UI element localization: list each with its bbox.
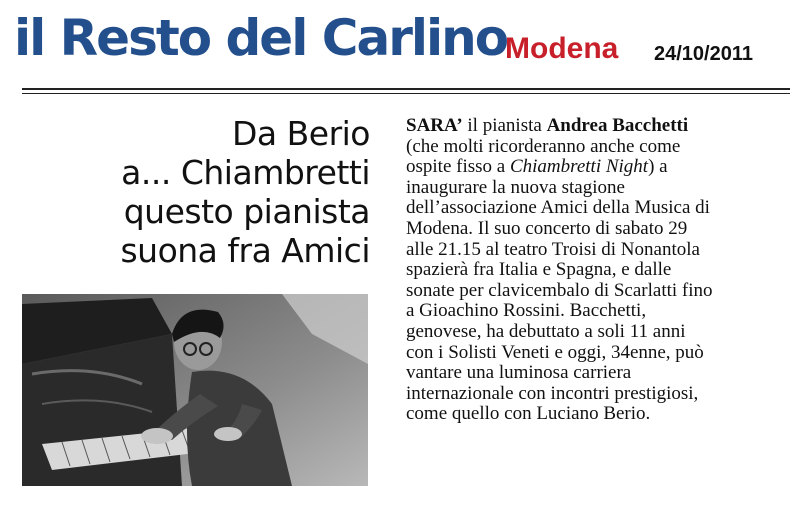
body-line: dell’associazione Amici della Musica di (406, 197, 710, 219)
body-line: (che molti ricorderanno anche come (406, 135, 681, 157)
newspaper-logo: il Resto del Carlino (14, 9, 508, 67)
headline-line: suona fra Amici (120, 231, 370, 270)
body-line: genovese, ha debuttato a soli 11 anni (406, 320, 686, 342)
body-text-span: il pianista (462, 115, 547, 136)
body-line (406, 157, 792, 178)
body-line: sonate per clavicembalo di Scarlatti fino (406, 279, 713, 301)
photo-pianist-at-piano-icon (22, 294, 368, 486)
body-text-span: ospite fisso a (406, 156, 510, 178)
headline-line: questo pianista (123, 192, 370, 231)
article-headline (20, 114, 370, 270)
body-line (406, 116, 792, 137)
article-photo (22, 294, 368, 486)
body-line: internazionale con incontri prestigiosi, (406, 382, 699, 404)
masthead (0, 0, 800, 80)
body-show-title: Chiambretti Night (509, 156, 649, 178)
body-line: come quello con Luciano Berio. (406, 403, 651, 425)
body-line: Modena. Il suo concerto di sabato 29 (406, 217, 688, 239)
headline-line: Da Berio (232, 114, 370, 153)
body-line: vantare una luminosa carriera (406, 362, 632, 384)
edition-label: Modena (505, 32, 619, 65)
body-line: con i Solisti Veneti e oggi, 34enne, può (406, 341, 704, 363)
header-rule-thin (22, 93, 790, 94)
body-text-span: ) a (648, 156, 668, 178)
body-lead-word: SARA’ (406, 115, 463, 136)
body-name-bold: Andrea Bacchetti (546, 115, 689, 136)
headline-line: a... Chiambretti (121, 153, 370, 192)
article-body (406, 116, 792, 425)
body-line: spazierà fra Italia e Spagna, e dalle (406, 259, 672, 281)
publication-date: 24/10/2011 (654, 43, 753, 65)
header-rule-thick (22, 88, 790, 90)
body-line: inaugurare la nuova stagione (406, 176, 625, 198)
body-line: alle 21.15 al teatro Troisi di Nonantola (406, 238, 700, 260)
body-line: a Gioachino Rossini. Bacchetti, (406, 300, 647, 322)
